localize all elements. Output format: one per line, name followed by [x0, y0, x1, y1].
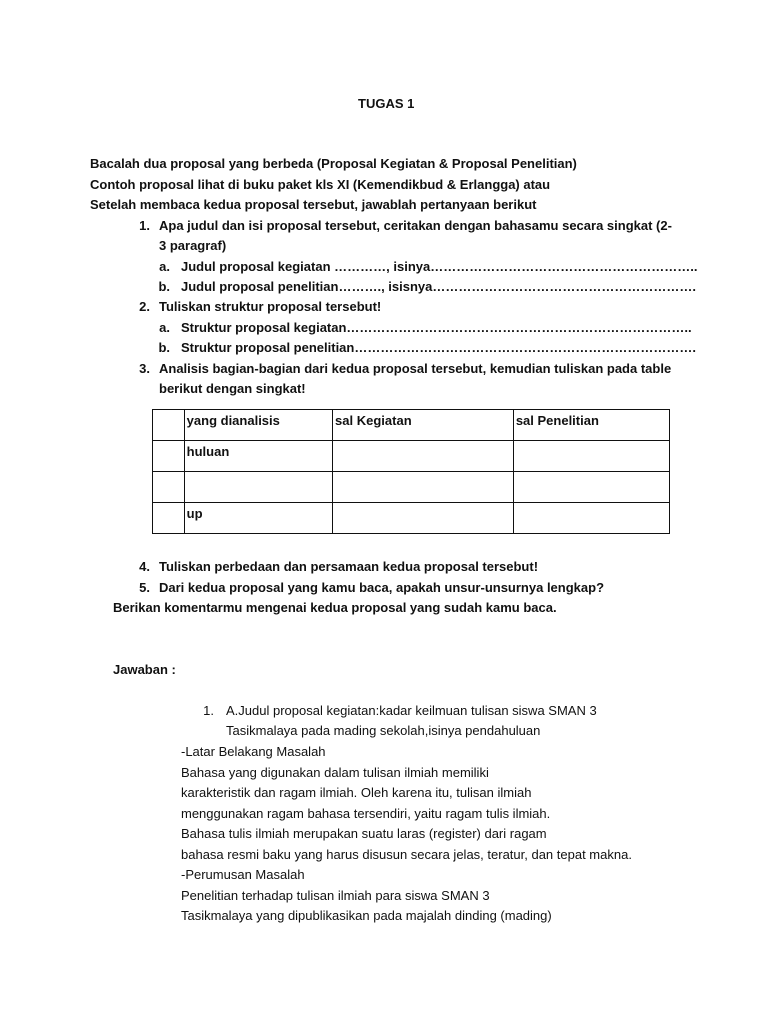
question-4-number: 4.: [139, 559, 150, 574]
question-1-text-continued: 3 paragraf): [159, 238, 227, 253]
table-header-cell: yang dianalisis: [184, 410, 332, 441]
question-5-text: Dari kedua proposal yang kamu baca, apakah unsur-unsurnya lengkap?: [159, 580, 605, 595]
table-header-cell: [153, 410, 185, 441]
question-1-number: 1.: [139, 218, 150, 233]
answer-line: karakteristik dan ragam ilmiah. Oleh karena itu, tulisan ilmiah: [181, 785, 532, 800]
table-cell: [184, 472, 332, 503]
answer-line: Penelitian terhadap tulisan ilmiah para siswa SMAN 3: [181, 888, 490, 903]
answer-line: Bahasa tulis ilmiah merupakan suatu laras (register) dari ragam: [181, 826, 547, 841]
question-1-text: Apa judul dan isi proposal tersebut, ceritakan dengan bahasamu secara singkat (2-: [159, 218, 672, 233]
answer-label: Jawaban :: [113, 662, 176, 677]
question-2a-letter: a.: [159, 320, 170, 335]
question-2b-text: Struktur proposal penelitian…………………………………………………………………….: [181, 340, 696, 355]
table-cell: [333, 472, 514, 503]
closing-instruction: Berikan komentarmu mengenai kedua proposal yang sudah kamu baca.: [113, 600, 557, 615]
answer-line: Bahasa yang digunakan dalam tulisan ilmiah memiliki: [181, 765, 489, 780]
question-1b-text: Judul proposal penelitian………., isisnya…………………………………………………….: [181, 279, 696, 294]
table-row: [153, 441, 670, 472]
intro-line-1: Bacalah dua proposal yang berbeda (Proposal Kegiatan & Proposal Penelitian): [90, 156, 577, 171]
table-cell: [513, 441, 669, 472]
table-header-cell: sal Penelitian: [513, 410, 669, 441]
question-1a-text: Judul proposal kegiatan …………, isinya……………………………………………………..: [181, 259, 698, 274]
answer-line: menggunakan ragam bahasa tersendiri, yaitu ragam tulis ilmiah.: [181, 806, 551, 821]
table-header-row: [153, 410, 670, 441]
question-1b-letter: b.: [158, 279, 170, 294]
question-2-text: Tuliskan struktur proposal tersebut!: [159, 299, 382, 314]
question-1a-letter: a.: [159, 259, 170, 274]
analysis-table: [152, 409, 670, 534]
question-5-number: 5.: [139, 580, 150, 595]
question-3-text: Analisis bagian-bagian dari kedua proposal tersebut, kemudian tuliskan pada table: [159, 361, 672, 376]
table-cell: huluan: [184, 441, 332, 472]
table-cell: [153, 441, 185, 472]
table-row: [153, 503, 670, 534]
answer-line: Tasikmalaya yang dipublikasikan pada majalah dinding (mading): [181, 908, 552, 923]
answer-line: -Perumusan Masalah: [181, 867, 305, 882]
answer-line: A.Judul proposal kegiatan:kadar keilmuan tulisan siswa SMAN 3: [226, 703, 597, 718]
table-cell: up: [184, 503, 332, 534]
answer-line: bahasa resmi baku yang harus disusun secara jelas, teratur, dan tepat makna.: [181, 847, 632, 862]
table-cell: [333, 503, 514, 534]
table-cell: [333, 441, 514, 472]
table-cell: [513, 472, 669, 503]
answer-line: -Latar Belakang Masalah: [181, 744, 326, 759]
question-3-text-continued: berikut dengan singkat!: [159, 381, 306, 396]
question-2b-letter: b.: [158, 340, 170, 355]
question-4-text: Tuliskan perbedaan dan persamaan kedua proposal tersebut!: [159, 559, 539, 574]
table-cell: [153, 472, 185, 503]
table-cell: [153, 503, 185, 534]
answer-line: Tasikmalaya pada mading sekolah,isinya pendahuluan: [226, 723, 541, 738]
table-header-cell: sal Kegiatan: [333, 410, 514, 441]
table-cell: [513, 503, 669, 534]
intro-line-2: Contoh proposal lihat di buku paket kls XI (Kemendikbud & Erlangga) atau: [90, 177, 551, 192]
table-row: [153, 472, 670, 503]
answer-1-number: 1.: [203, 703, 214, 718]
question-2a-text: Struktur proposal kegiatan……………………………………………………………………..: [181, 320, 692, 335]
page-title: TUGAS 1: [358, 96, 415, 111]
question-3-number: 3.: [139, 361, 150, 376]
intro-line-3: Setelah membaca kedua proposal tersebut, jawablah pertanyaan berikut: [90, 197, 537, 212]
question-2-number: 2.: [139, 299, 150, 314]
